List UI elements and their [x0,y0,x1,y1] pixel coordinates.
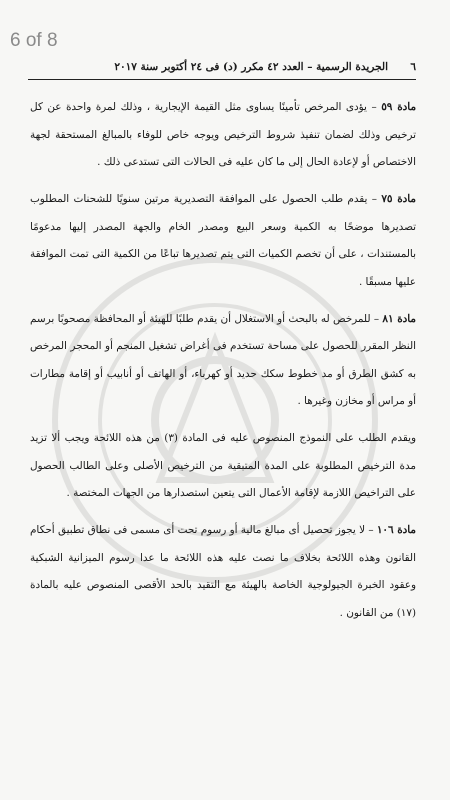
article-text: – للمرخص له بالبحث أو الاستغلال أن يقدم طلبًا للهيئة أو المحافظة مصحوبًا برسم النظر المقرر للحصول على مساحة تستخدم فى أغراض تشغيل المنجم أو المحجر المرخص به كشق الطرق أو مد خطوط سكك حديد أو كهرباء، أو الهاتف أو أنابيب أو إقامة مطارات أو مراس أو مخازن وغيرها . [30,312,416,407]
article-label: مادة ٧٥ [381,193,416,205]
article-text: – يؤدى المرخص تأمينًا يساوى مثل القيمة الإيجارية ، وذلك لمرة واحدة عن كل ترخيص وذلك لضمان تنفيذ شروط الترخيص ويوجه خاص للوفاء بالمبالغ المستحقة لجهة الاختصاص أو لإعادة الحال إلى ما كان عليه فى الحالات التى تستدعى ذلك . [30,101,416,168]
article-label: مادة ١٠٦ [376,524,417,536]
article-label: مادة ٥٩ [381,101,417,113]
article-81-continuation [30,425,416,508]
article-text: – يقدم طلب الحصول على الموافقة التصديرية مرتين سنويًا للشحنات المطلوب تصديرها موضحًا به الكمية وسعر البيع ومصدر الخام والجهة المصدر إليها مدعومًا بالمستندات ، على أن تخصم الكميات التى يتم تصديرها تباعًا من الكمية التى تمت الموافقة عليها مسبقًا . [30,193,416,288]
paragraph-text: ويقدم الطلب على النموذج المنصوص عليه فى المادة (٣) من هذه اللائحة ويجب ألا تزيد مدة الترخيص المطلوبة على المدة المتبقية من الترخيص الأصلى وعلى الطالب الحصول على التراخيص اللازمة لإقامة الأعمال التى يتعين استصدارها من الجهات المختصة . [30,432,417,499]
document-body [30,94,416,627]
article-106 [30,517,416,627]
gazette-header [28,55,416,80]
article-81 [30,306,416,416]
article-label: مادة ٨١ [382,312,416,325]
article-text: – لا يجوز تحصيل أى مبالغ مالية أو رسوم تحت أى مسمى فى نطاق تطبيق أحكام القانون وهذه اللائحة بخلاف ما نصت عليه هذه اللائحة ما عدا رسوم الميزانية الشبكية وعقود الخبرة الجيولوجية الخاصة بالهيئة مع التقيد بالحد الأقصى المنصوص عليه بالمادة (١٧) من القانون . [30,524,416,619]
article-75 [30,186,416,296]
article-59 [30,94,416,177]
header-page-number: ٦ [410,61,416,73]
header-title: الجريدة الرسمية – العدد ٤٢ مكرر (د) فى ٢٤ أكتوبر سنة ٢٠١٧ [114,61,388,73]
page-indicator: 6 of 8 [10,30,58,51]
